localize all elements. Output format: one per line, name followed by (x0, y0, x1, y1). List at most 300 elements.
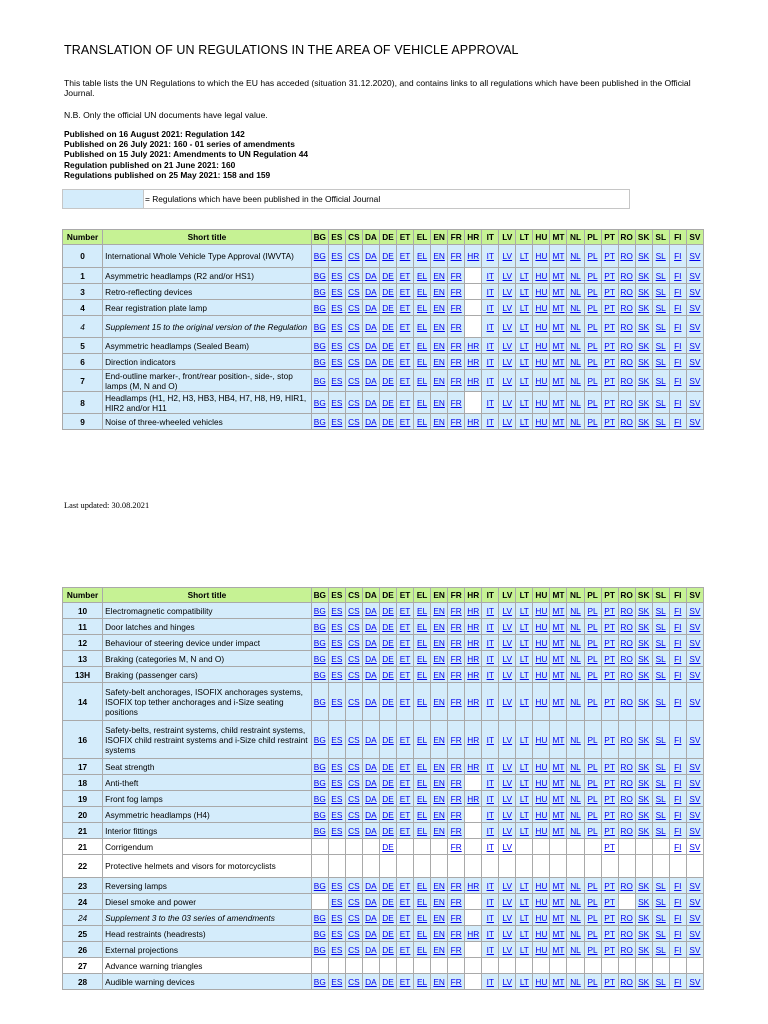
lang-link[interactable]: SK (638, 928, 650, 939)
lang-link[interactable]: PT (604, 321, 615, 332)
lang-link[interactable]: NL (570, 912, 581, 923)
lang-link[interactable]: HR (467, 637, 480, 648)
lang-link[interactable]: LV (502, 605, 513, 616)
lang-link[interactable]: HR (467, 653, 480, 664)
lang-link[interactable]: ES (331, 637, 343, 648)
lang-link[interactable]: SV (689, 340, 701, 351)
lang-link[interactable]: EL (416, 928, 428, 939)
lang-link[interactable]: DE (382, 696, 394, 707)
lang-link[interactable]: NL (570, 793, 581, 804)
lang-link[interactable]: DA (365, 734, 377, 745)
lang-link[interactable]: LT (519, 356, 529, 367)
lang-link[interactable]: HU (535, 809, 548, 820)
lang-link[interactable]: LV (502, 976, 513, 987)
lang-link[interactable]: DE (382, 912, 394, 923)
lang-link[interactable]: DE (382, 321, 394, 332)
lang-link[interactable]: CS (348, 734, 360, 745)
lang-link[interactable]: SK (638, 669, 650, 680)
lang-link[interactable]: IT (486, 912, 494, 923)
lang-link[interactable]: LV (502, 696, 513, 707)
lang-link[interactable]: PT (604, 944, 615, 955)
lang-link[interactable]: HU (535, 321, 548, 332)
lang-link[interactable]: MT (552, 251, 565, 261)
lang-link[interactable]: SK (638, 302, 650, 313)
lang-link[interactable]: BG (313, 621, 326, 632)
lang-link[interactable]: FR (450, 944, 462, 955)
lang-link[interactable]: ET (399, 696, 411, 707)
lang-link[interactable]: MT (552, 605, 565, 616)
lang-link[interactable]: LV (502, 321, 513, 332)
lang-link[interactable]: RO (620, 621, 633, 632)
lang-link[interactable]: DA (365, 340, 377, 351)
lang-link[interactable]: NL (570, 397, 581, 408)
lang-link[interactable]: ES (331, 302, 343, 313)
lang-link[interactable]: ET (399, 340, 411, 351)
lang-link[interactable]: SV (689, 321, 701, 332)
lang-link[interactable]: CS (348, 251, 360, 261)
lang-link[interactable]: IT (486, 896, 494, 907)
lang-link[interactable]: BG (313, 270, 326, 281)
lang-link[interactable]: ES (331, 286, 343, 297)
lang-link[interactable]: PL (587, 944, 598, 955)
lang-link[interactable]: EL (416, 825, 428, 836)
lang-link[interactable]: HR (467, 356, 480, 367)
lang-link[interactable]: RO (620, 696, 633, 707)
lang-link[interactable]: FI (674, 321, 682, 332)
lang-link[interactable]: IT (486, 841, 494, 852)
lang-link[interactable]: BG (313, 912, 326, 923)
lang-link[interactable]: ET (399, 976, 411, 987)
lang-link[interactable]: CS (348, 825, 360, 836)
lang-link[interactable]: MT (552, 912, 565, 923)
lang-link[interactable]: SK (638, 321, 650, 332)
lang-link[interactable]: SV (689, 696, 701, 707)
lang-link[interactable]: EL (416, 912, 428, 923)
lang-link[interactable]: ES (331, 696, 343, 707)
lang-link[interactable]: RO (620, 270, 633, 281)
lang-link[interactable]: MT (552, 397, 565, 408)
lang-link[interactable]: PT (604, 270, 615, 281)
lang-link[interactable]: LV (502, 912, 513, 923)
lang-link[interactable]: HU (535, 912, 548, 923)
lang-link[interactable]: DA (365, 976, 377, 987)
lang-link[interactable]: ET (399, 251, 411, 261)
lang-link[interactable]: PL (587, 416, 598, 427)
lang-link[interactable]: SK (638, 375, 650, 386)
lang-link[interactable]: DA (365, 777, 377, 788)
lang-link[interactable]: EL (416, 416, 428, 427)
lang-link[interactable]: ET (399, 605, 411, 616)
lang-link[interactable]: SL (655, 340, 666, 351)
lang-link[interactable]: CS (348, 416, 360, 427)
lang-link[interactable]: SK (638, 397, 650, 408)
lang-link[interactable]: FR (450, 809, 462, 820)
lang-link[interactable]: MT (552, 321, 565, 332)
lang-link[interactable]: SV (689, 944, 701, 955)
lang-link[interactable]: DE (382, 397, 394, 408)
lang-link[interactable]: EN (433, 912, 445, 923)
lang-link[interactable]: LV (502, 777, 513, 788)
lang-link[interactable]: EN (433, 270, 445, 281)
lang-link[interactable]: IT (486, 793, 494, 804)
lang-link[interactable]: SV (689, 912, 701, 923)
lang-link[interactable]: FI (674, 621, 682, 632)
lang-link[interactable]: LT (519, 416, 529, 427)
lang-link[interactable]: ES (331, 397, 343, 408)
lang-link[interactable]: LT (519, 912, 529, 923)
lang-link[interactable]: ET (399, 825, 411, 836)
lang-link[interactable]: SV (689, 825, 701, 836)
lang-link[interactable]: LT (519, 777, 529, 788)
lang-link[interactable]: RO (620, 302, 633, 313)
lang-link[interactable]: EL (416, 302, 428, 313)
lang-link[interactable]: ES (331, 825, 343, 836)
lang-link[interactable]: SK (638, 734, 650, 745)
lang-link[interactable]: DE (382, 734, 394, 745)
lang-link[interactable]: DA (365, 605, 377, 616)
lang-link[interactable]: SL (655, 976, 666, 987)
lang-link[interactable]: RO (620, 321, 633, 332)
lang-link[interactable]: EL (416, 896, 428, 907)
lang-link[interactable]: DE (382, 286, 394, 297)
lang-link[interactable]: ES (331, 605, 343, 616)
lang-link[interactable]: LV (502, 416, 513, 427)
lang-link[interactable]: MT (552, 621, 565, 632)
lang-link[interactable]: HU (535, 976, 548, 987)
lang-link[interactable]: BG (313, 825, 326, 836)
lang-link[interactable]: EN (433, 621, 445, 632)
lang-link[interactable]: FR (450, 416, 462, 427)
lang-link[interactable]: PL (587, 928, 598, 939)
lang-link[interactable]: LT (519, 302, 529, 313)
lang-link[interactable]: PL (587, 809, 598, 820)
lang-link[interactable]: EL (416, 880, 428, 891)
lang-link[interactable]: LT (519, 825, 529, 836)
lang-link[interactable]: MT (552, 880, 565, 891)
lang-link[interactable]: NL (570, 286, 581, 297)
lang-link[interactable]: PL (587, 375, 598, 386)
lang-link[interactable]: BG (313, 928, 326, 939)
lang-link[interactable]: BG (313, 302, 326, 313)
lang-link[interactable]: LT (519, 637, 529, 648)
lang-link[interactable]: LV (502, 340, 513, 351)
lang-link[interactable]: BG (313, 696, 326, 707)
lang-link[interactable]: LT (519, 669, 529, 680)
lang-link[interactable]: FI (674, 397, 682, 408)
lang-link[interactable]: CS (348, 356, 360, 367)
lang-link[interactable]: DE (382, 637, 394, 648)
lang-link[interactable]: IT (486, 416, 494, 427)
lang-link[interactable]: SV (689, 356, 701, 367)
lang-link[interactable]: PL (587, 605, 598, 616)
lang-link[interactable]: ES (331, 734, 343, 745)
lang-link[interactable]: EN (433, 793, 445, 804)
lang-link[interactable]: PL (587, 896, 598, 907)
lang-link[interactable]: CS (348, 653, 360, 664)
lang-link[interactable]: RO (620, 669, 633, 680)
lang-link[interactable]: EN (433, 356, 445, 367)
lang-link[interactable]: SK (638, 896, 650, 907)
lang-link[interactable]: MT (552, 777, 565, 788)
lang-link[interactable]: SL (655, 302, 666, 313)
lang-link[interactable]: FI (674, 375, 682, 386)
lang-link[interactable]: LT (519, 621, 529, 632)
lang-link[interactable]: PL (587, 761, 598, 772)
lang-link[interactable]: SK (638, 605, 650, 616)
lang-link[interactable]: BG (313, 880, 326, 891)
lang-link[interactable]: NL (570, 896, 581, 907)
lang-link[interactable]: HR (467, 880, 480, 891)
lang-link[interactable]: SL (655, 761, 666, 772)
lang-link[interactable]: IT (486, 321, 494, 332)
lang-link[interactable]: PT (604, 637, 615, 648)
lang-link[interactable]: DA (365, 251, 377, 261)
lang-link[interactable]: BG (313, 286, 326, 297)
lang-link[interactable]: NL (570, 340, 581, 351)
lang-link[interactable]: DE (382, 777, 394, 788)
lang-link[interactable]: IT (486, 880, 494, 891)
lang-link[interactable]: ET (399, 809, 411, 820)
lang-link[interactable]: FI (674, 777, 682, 788)
lang-link[interactable]: FI (674, 880, 682, 891)
lang-link[interactable]: LV (502, 270, 513, 281)
lang-link[interactable]: RO (620, 880, 633, 891)
lang-link[interactable]: DA (365, 696, 377, 707)
lang-link[interactable]: DE (382, 653, 394, 664)
lang-link[interactable]: PT (604, 340, 615, 351)
lang-link[interactable]: CS (348, 340, 360, 351)
lang-link[interactable]: SV (689, 397, 701, 408)
lang-link[interactable]: LV (502, 841, 513, 852)
lang-link[interactable]: HR (467, 621, 480, 632)
lang-link[interactable]: BG (313, 416, 326, 427)
lang-link[interactable]: FR (450, 270, 462, 281)
lang-link[interactable]: MT (552, 793, 565, 804)
lang-link[interactable]: FI (674, 251, 682, 261)
lang-link[interactable]: NL (570, 761, 581, 772)
lang-link[interactable]: SL (655, 397, 666, 408)
lang-link[interactable]: LT (519, 976, 529, 987)
lang-link[interactable]: EN (433, 340, 445, 351)
lang-link[interactable]: CS (348, 270, 360, 281)
lang-link[interactable]: NL (570, 605, 581, 616)
lang-link[interactable]: SK (638, 976, 650, 987)
lang-link[interactable]: FR (450, 976, 462, 987)
lang-link[interactable]: PL (587, 621, 598, 632)
lang-link[interactable]: ET (399, 669, 411, 680)
lang-link[interactable]: LT (519, 761, 529, 772)
lang-link[interactable]: FI (674, 761, 682, 772)
lang-link[interactable]: ET (399, 734, 411, 745)
lang-link[interactable]: EN (433, 896, 445, 907)
lang-link[interactable]: FI (674, 976, 682, 987)
lang-link[interactable]: CS (348, 928, 360, 939)
lang-link[interactable]: DE (382, 669, 394, 680)
lang-link[interactable]: MT (552, 928, 565, 939)
lang-link[interactable]: NL (570, 321, 581, 332)
lang-link[interactable]: CS (348, 809, 360, 820)
lang-link[interactable]: HU (535, 793, 548, 804)
lang-link[interactable]: FR (450, 880, 462, 891)
lang-link[interactable]: SL (655, 696, 666, 707)
lang-link[interactable]: HR (467, 605, 480, 616)
lang-link[interactable]: PL (587, 340, 598, 351)
lang-link[interactable]: HU (535, 302, 548, 313)
lang-link[interactable]: EL (416, 777, 428, 788)
lang-link[interactable]: FR (450, 734, 462, 745)
lang-link[interactable]: PL (587, 734, 598, 745)
lang-link[interactable]: LT (519, 809, 529, 820)
lang-link[interactable]: PL (587, 912, 598, 923)
lang-link[interactable]: SV (689, 793, 701, 804)
lang-link[interactable]: SK (638, 912, 650, 923)
lang-link[interactable]: EL (416, 340, 428, 351)
lang-link[interactable]: BG (313, 356, 326, 367)
lang-link[interactable]: SL (655, 880, 666, 891)
lang-link[interactable]: BG (313, 809, 326, 820)
lang-link[interactable]: DA (365, 669, 377, 680)
lang-link[interactable]: CS (348, 976, 360, 987)
lang-link[interactable]: HU (535, 621, 548, 632)
lang-link[interactable]: MT (552, 653, 565, 664)
lang-link[interactable]: DA (365, 809, 377, 820)
lang-link[interactable]: RO (620, 605, 633, 616)
lang-link[interactable]: RO (620, 251, 633, 261)
lang-link[interactable]: BG (313, 375, 326, 386)
lang-link[interactable]: HR (467, 761, 480, 772)
lang-link[interactable]: SV (689, 621, 701, 632)
lang-link[interactable]: EN (433, 286, 445, 297)
lang-link[interactable]: PT (604, 841, 615, 852)
lang-link[interactable]: SV (689, 251, 701, 261)
lang-link[interactable]: FI (674, 270, 682, 281)
lang-link[interactable]: PT (604, 416, 615, 427)
lang-link[interactable]: MT (552, 270, 565, 281)
lang-link[interactable]: EL (416, 653, 428, 664)
lang-link[interactable]: LT (519, 270, 529, 281)
lang-link[interactable]: LT (519, 696, 529, 707)
lang-link[interactable]: FR (450, 605, 462, 616)
lang-link[interactable]: PL (587, 321, 598, 332)
lang-link[interactable]: DA (365, 944, 377, 955)
lang-link[interactable]: DE (382, 976, 394, 987)
lang-link[interactable]: PT (604, 976, 615, 987)
lang-link[interactable]: LT (519, 375, 529, 386)
lang-link[interactable]: ET (399, 928, 411, 939)
lang-link[interactable]: CS (348, 777, 360, 788)
lang-link[interactable]: LV (502, 825, 513, 836)
lang-link[interactable]: IT (486, 621, 494, 632)
lang-link[interactable]: LT (519, 605, 529, 616)
lang-link[interactable]: EN (433, 251, 445, 261)
lang-link[interactable]: FI (674, 669, 682, 680)
lang-link[interactable]: PT (604, 896, 615, 907)
lang-link[interactable]: ET (399, 653, 411, 664)
lang-link[interactable]: DE (382, 621, 394, 632)
lang-link[interactable]: SV (689, 896, 701, 907)
lang-link[interactable]: ES (331, 777, 343, 788)
lang-link[interactable]: LV (502, 793, 513, 804)
lang-link[interactable]: SK (638, 356, 650, 367)
lang-link[interactable]: RO (620, 356, 633, 367)
lang-link[interactable]: RO (620, 976, 633, 987)
lang-link[interactable]: ET (399, 302, 411, 313)
lang-link[interactable]: FR (450, 896, 462, 907)
lang-link[interactable]: SL (655, 637, 666, 648)
lang-link[interactable]: PT (604, 251, 615, 261)
lang-link[interactable]: SK (638, 416, 650, 427)
lang-link[interactable]: SK (638, 777, 650, 788)
lang-link[interactable]: HU (535, 653, 548, 664)
lang-link[interactable]: PT (604, 912, 615, 923)
lang-link[interactable]: NL (570, 653, 581, 664)
lang-link[interactable]: IT (486, 286, 494, 297)
lang-link[interactable]: HU (535, 397, 548, 408)
lang-link[interactable]: SL (655, 356, 666, 367)
lang-link[interactable]: LV (502, 621, 513, 632)
lang-link[interactable]: MT (552, 825, 565, 836)
lang-link[interactable]: LV (502, 251, 513, 261)
lang-link[interactable]: EL (416, 397, 428, 408)
lang-link[interactable]: ES (331, 761, 343, 772)
lang-link[interactable]: MT (552, 416, 565, 427)
lang-link[interactable]: HU (535, 669, 548, 680)
lang-link[interactable]: NL (570, 976, 581, 987)
lang-link[interactable]: ET (399, 896, 411, 907)
lang-link[interactable]: HU (535, 375, 548, 386)
lang-link[interactable]: BG (313, 669, 326, 680)
lang-link[interactable]: SK (638, 286, 650, 297)
lang-link[interactable]: DA (365, 825, 377, 836)
lang-link[interactable]: CS (348, 944, 360, 955)
lang-link[interactable]: FR (450, 321, 462, 332)
lang-link[interactable]: HU (535, 605, 548, 616)
lang-link[interactable]: LT (519, 653, 529, 664)
lang-link[interactable]: LV (502, 637, 513, 648)
lang-link[interactable]: DA (365, 621, 377, 632)
lang-link[interactable]: ES (331, 928, 343, 939)
lang-link[interactable]: DE (382, 251, 394, 261)
lang-link[interactable]: SV (689, 605, 701, 616)
lang-link[interactable]: PL (587, 653, 598, 664)
lang-link[interactable]: PL (587, 880, 598, 891)
lang-link[interactable]: SK (638, 340, 650, 351)
lang-link[interactable]: DA (365, 761, 377, 772)
lang-link[interactable]: HU (535, 944, 548, 955)
lang-link[interactable]: IT (486, 251, 494, 261)
lang-link[interactable]: FR (450, 777, 462, 788)
lang-link[interactable]: PL (587, 825, 598, 836)
lang-link[interactable]: RO (620, 734, 633, 745)
lang-link[interactable]: SL (655, 621, 666, 632)
lang-link[interactable]: LT (519, 397, 529, 408)
lang-link[interactable]: LV (502, 302, 513, 313)
lang-link[interactable]: NL (570, 777, 581, 788)
lang-link[interactable]: HU (535, 928, 548, 939)
lang-link[interactable]: PT (604, 605, 615, 616)
lang-link[interactable]: HR (467, 928, 480, 939)
lang-link[interactable]: FR (450, 928, 462, 939)
lang-link[interactable]: CS (348, 896, 360, 907)
lang-link[interactable]: ES (331, 416, 343, 427)
lang-link[interactable]: FI (674, 286, 682, 297)
lang-link[interactable]: RO (620, 397, 633, 408)
lang-link[interactable]: ET (399, 944, 411, 955)
lang-link[interactable]: IT (486, 356, 494, 367)
lang-link[interactable]: SV (689, 841, 701, 852)
lang-link[interactable]: IT (486, 669, 494, 680)
lang-link[interactable]: FI (674, 696, 682, 707)
